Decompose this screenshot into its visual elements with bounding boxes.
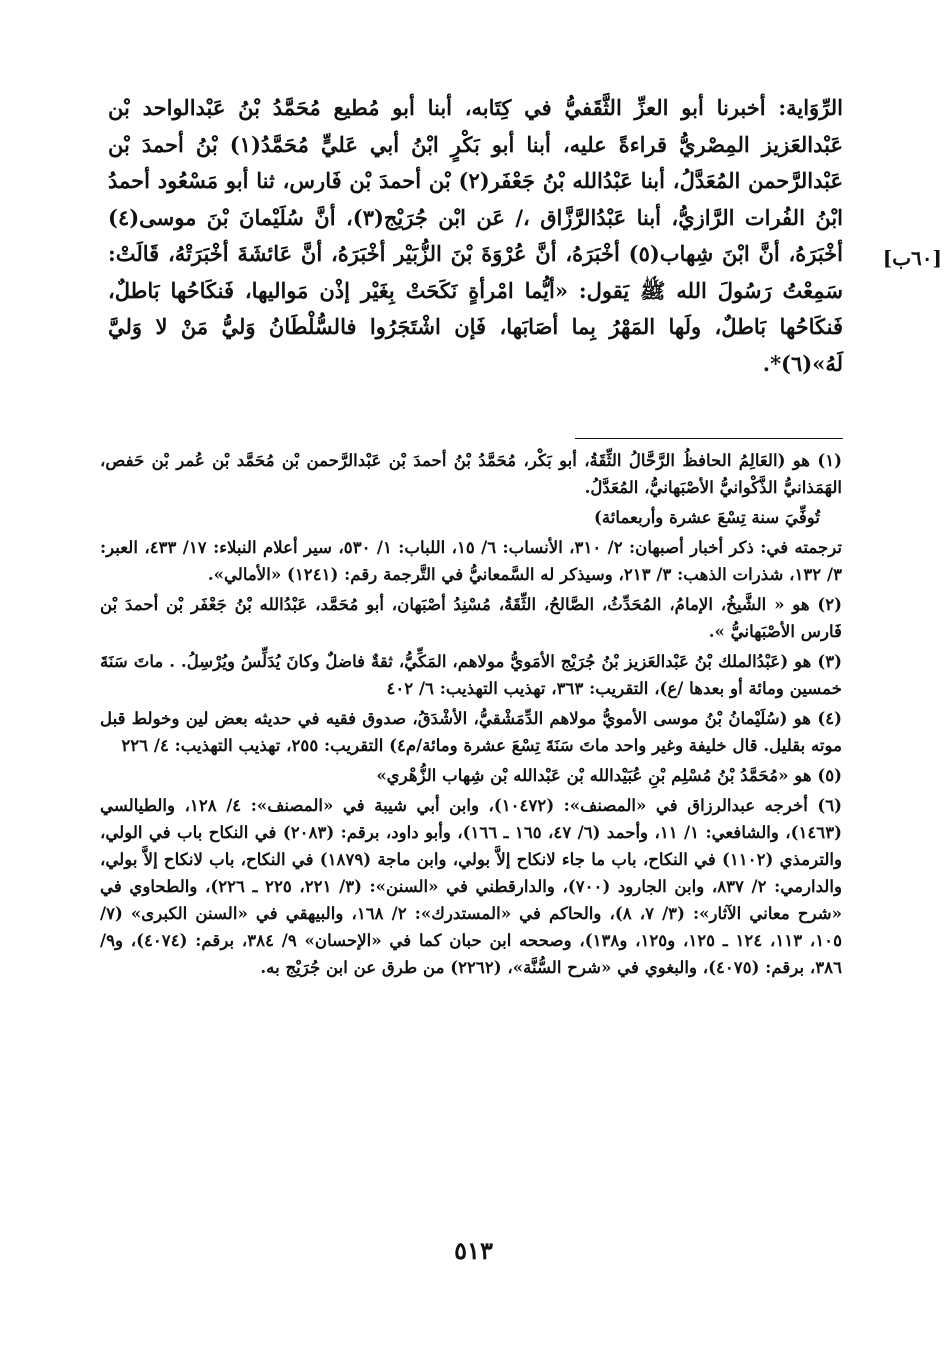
footnote-1: (١) هو (العَالِمُ الحافظُ الرَّحَّالُ الثِّقَةُ، أبو بَكْر، مُحَمَّدُ بْنُ أحمدَ بْن عَبْدالرَّحمن بْن مُحَمَّد بْن عُمر بْن حَفص، الهَمَذانيُّ الذَّكْوانيُّ الأصْبَهانيُّ، المُعَدَّلُ. bbox=[100, 450, 842, 497]
footnote-4: (٤) هو (سُلَيْمانُ بْنُ موسى الأمويُّ مولاهم الدِّمَشْقيُّ، الأشْدَقُ، صدوق فقيه في حديثه بعض لين وخولط قبل موته بقليل. قال خليفة وغير واحد ماتَ سَنَةَ تِسْعَ عشرة ومائة/م٤) التقريب: ٢٥٥، تهذيب التهذيب: ٤/ ٢٢٦ bbox=[100, 708, 842, 755]
footnote-1-sources: ترجمته في: ذكر أخبار أصبهان: ٢/ ٣١٠، الأنساب: ٦/ ١٥، اللباب: ١/ ٥٣٠، سير أعلام النبلاء: ١٧/ ٤٣٣، العبر: ٣/ ١٣٢، شذرات الذهب: ٣/ ٢١٣، وسيذكر له السَّمعانيُّ في التَّرجمة رقم: (١٢٤١) «الأمالي». bbox=[100, 537, 843, 584]
footnote-6: (٦) أخرجه عبدالرزاق في «المصنف»: (١٠٤٧٢)، وابن أبي شيبة في «المصنف»: ٤/ ١٢٨، والطيالسي (١٤٦٣)، والشافعي: ١/ ١١، وأحمد (٦/ ٤٧، ١٦٥ ـ ١٦٦)، وأبو داود، برقم: (٢٠٨٣) في النكاح باب في الولي، والترمذي (١١٠٢) في النكاح، باب ما جاء لانكاح إلاَّ بولي، وابن ماجة (١٨٧٩) في النكاح، باب لانكاح إلاَّ بولي، والدارمي: ٢/ ٨٣٧، وابن الجارود (٧٠٠)، والدارقطني في «السنن»: (٣/ ٢٢١، ٢٢٥ ـ ٢٢٦)، والطحاوي في «شرح معاني الآثار»: (٣/ ٧، ٨)، والحاكم في «المستدرك»: ٢/ ١٦٨، والبيهقي في «السنن الكبرى» (٧/ ١٠٥، ١١٣، ١٢٤ ـ ١٢٥، و١٢٥، و١٣٨)، وصححه ابن حبان كما في «الإحسان» ٩/ ٣٨٤، برقم: (٤٠٧٤)، و٩/ ٣٨٦، برقم: (٤٠٧٥)، والبغوي في «شرح السُّنَّة»، (٢٢٦٢) من طرق عن ابن جُرَيْج به. bbox=[100, 795, 843, 977]
riwaya-body: أخبرنا أبو العزِّ الثَّقَفيُّ في كِتَابه، أبنا أبو مُطيع مُحَمَّدُ بْنُ عَبْدالواحد بْن عَبْدالعَزيز المِصْريُّ قراءةً عليه، أبنا أبو بَكْرٍ ابْنُ أبي عَليٍّ مُحَمَّدُ(١) بْنُ أحمدَ بْن عَبْدالرَّحمن المُعَدَّلُ، أبنا عَبْدُالله بْنُ جَعْفَر(٢) بْن أحمدَ بْن فَارس، ثنا أبو مَسْعُود أحمدُ ابْنُ الفُرات الرَّازيُّ، أبنا عَبْدُالرَّزَّاق ،/ عَن ابْن جُرَيْج(٣)، أنَّ سُلَيْمانَ بْنَ موسى(٤) أخْبَرَهُ، أنَّ ابْنَ شِهاب(٥) أخْبَرَهُ، أنَّ عُرْوَةَ بْنَ الزُّبَيْر أخْبَرَهُ، أنَّ عَائشَةَ أخْبَرَتْهُ، قَالَتْ: سَمِعْتُ رَسُولَ الله ﷺ يَقول: «أيُّما امْرأةٍ نَكَحَتْ بِغَيْر إذْن مَواليها، فَنكَاحُها بَاطلٌ، فَنكَاحُها بَاطلٌ، ولَها المَهْرُ بِما أصَابَها، فَإن اشْتَجَرُوا فالسُّلْطَانُ وَليُّ مَنْ لا وَليَّ لَهُ»(٦)*. bbox=[108, 95, 844, 376]
manuscript-folio-marker: [٦٠ب] bbox=[882, 246, 942, 270]
footnote-2: (٢) هو « الشَّيخُ، الإمامُ، المُحَدِّثُ، الصَّالحُ، الثِّقَةُ، مُسْنِدُ أصْبَهان، أبو مُحَمَّد، عَبْدُالله بْنُ جَعْفَر بْن أحمدَ بْن فَارس الأصْبَهانيُّ ». bbox=[100, 594, 842, 641]
riwaya-label: الرِّوَاية: bbox=[778, 95, 844, 120]
footnote-1-death: تُوفِّيَ سنة تِسْعَ عشرة وأربعمائة) bbox=[594, 507, 820, 527]
footnotes-block bbox=[100, 447, 842, 984]
footnote-3: (٣) هو (عَبْدُالملك بْنُ عَبْدالعَزيز بْنُ جُرَيْج الأمَويُّ مولاهم، المَكِّيُّ، ثقةٌ فاضلٌ وكانَ يُدَلِّسُ ويُرْسِلُ. . ماتَ سَنَةَ خمسين ومائة أو بعدها /ع)، التقريب: ٣٦٣، تهذيب التهذيب: ٦/ ٤٠٢ bbox=[100, 651, 842, 698]
page-number: ٥١٣ bbox=[454, 1236, 493, 1265]
footnote-5: (٥) هو «مُحَمَّدُ بْنُ مُسْلِم بْنِ عُبَيْدالله بْن عَبْدالله بْن شِهاب الزُّهْري» bbox=[376, 765, 842, 785]
footnote-separator bbox=[575, 438, 843, 439]
main-text-block bbox=[108, 90, 843, 382]
main-paragraph bbox=[108, 90, 843, 382]
